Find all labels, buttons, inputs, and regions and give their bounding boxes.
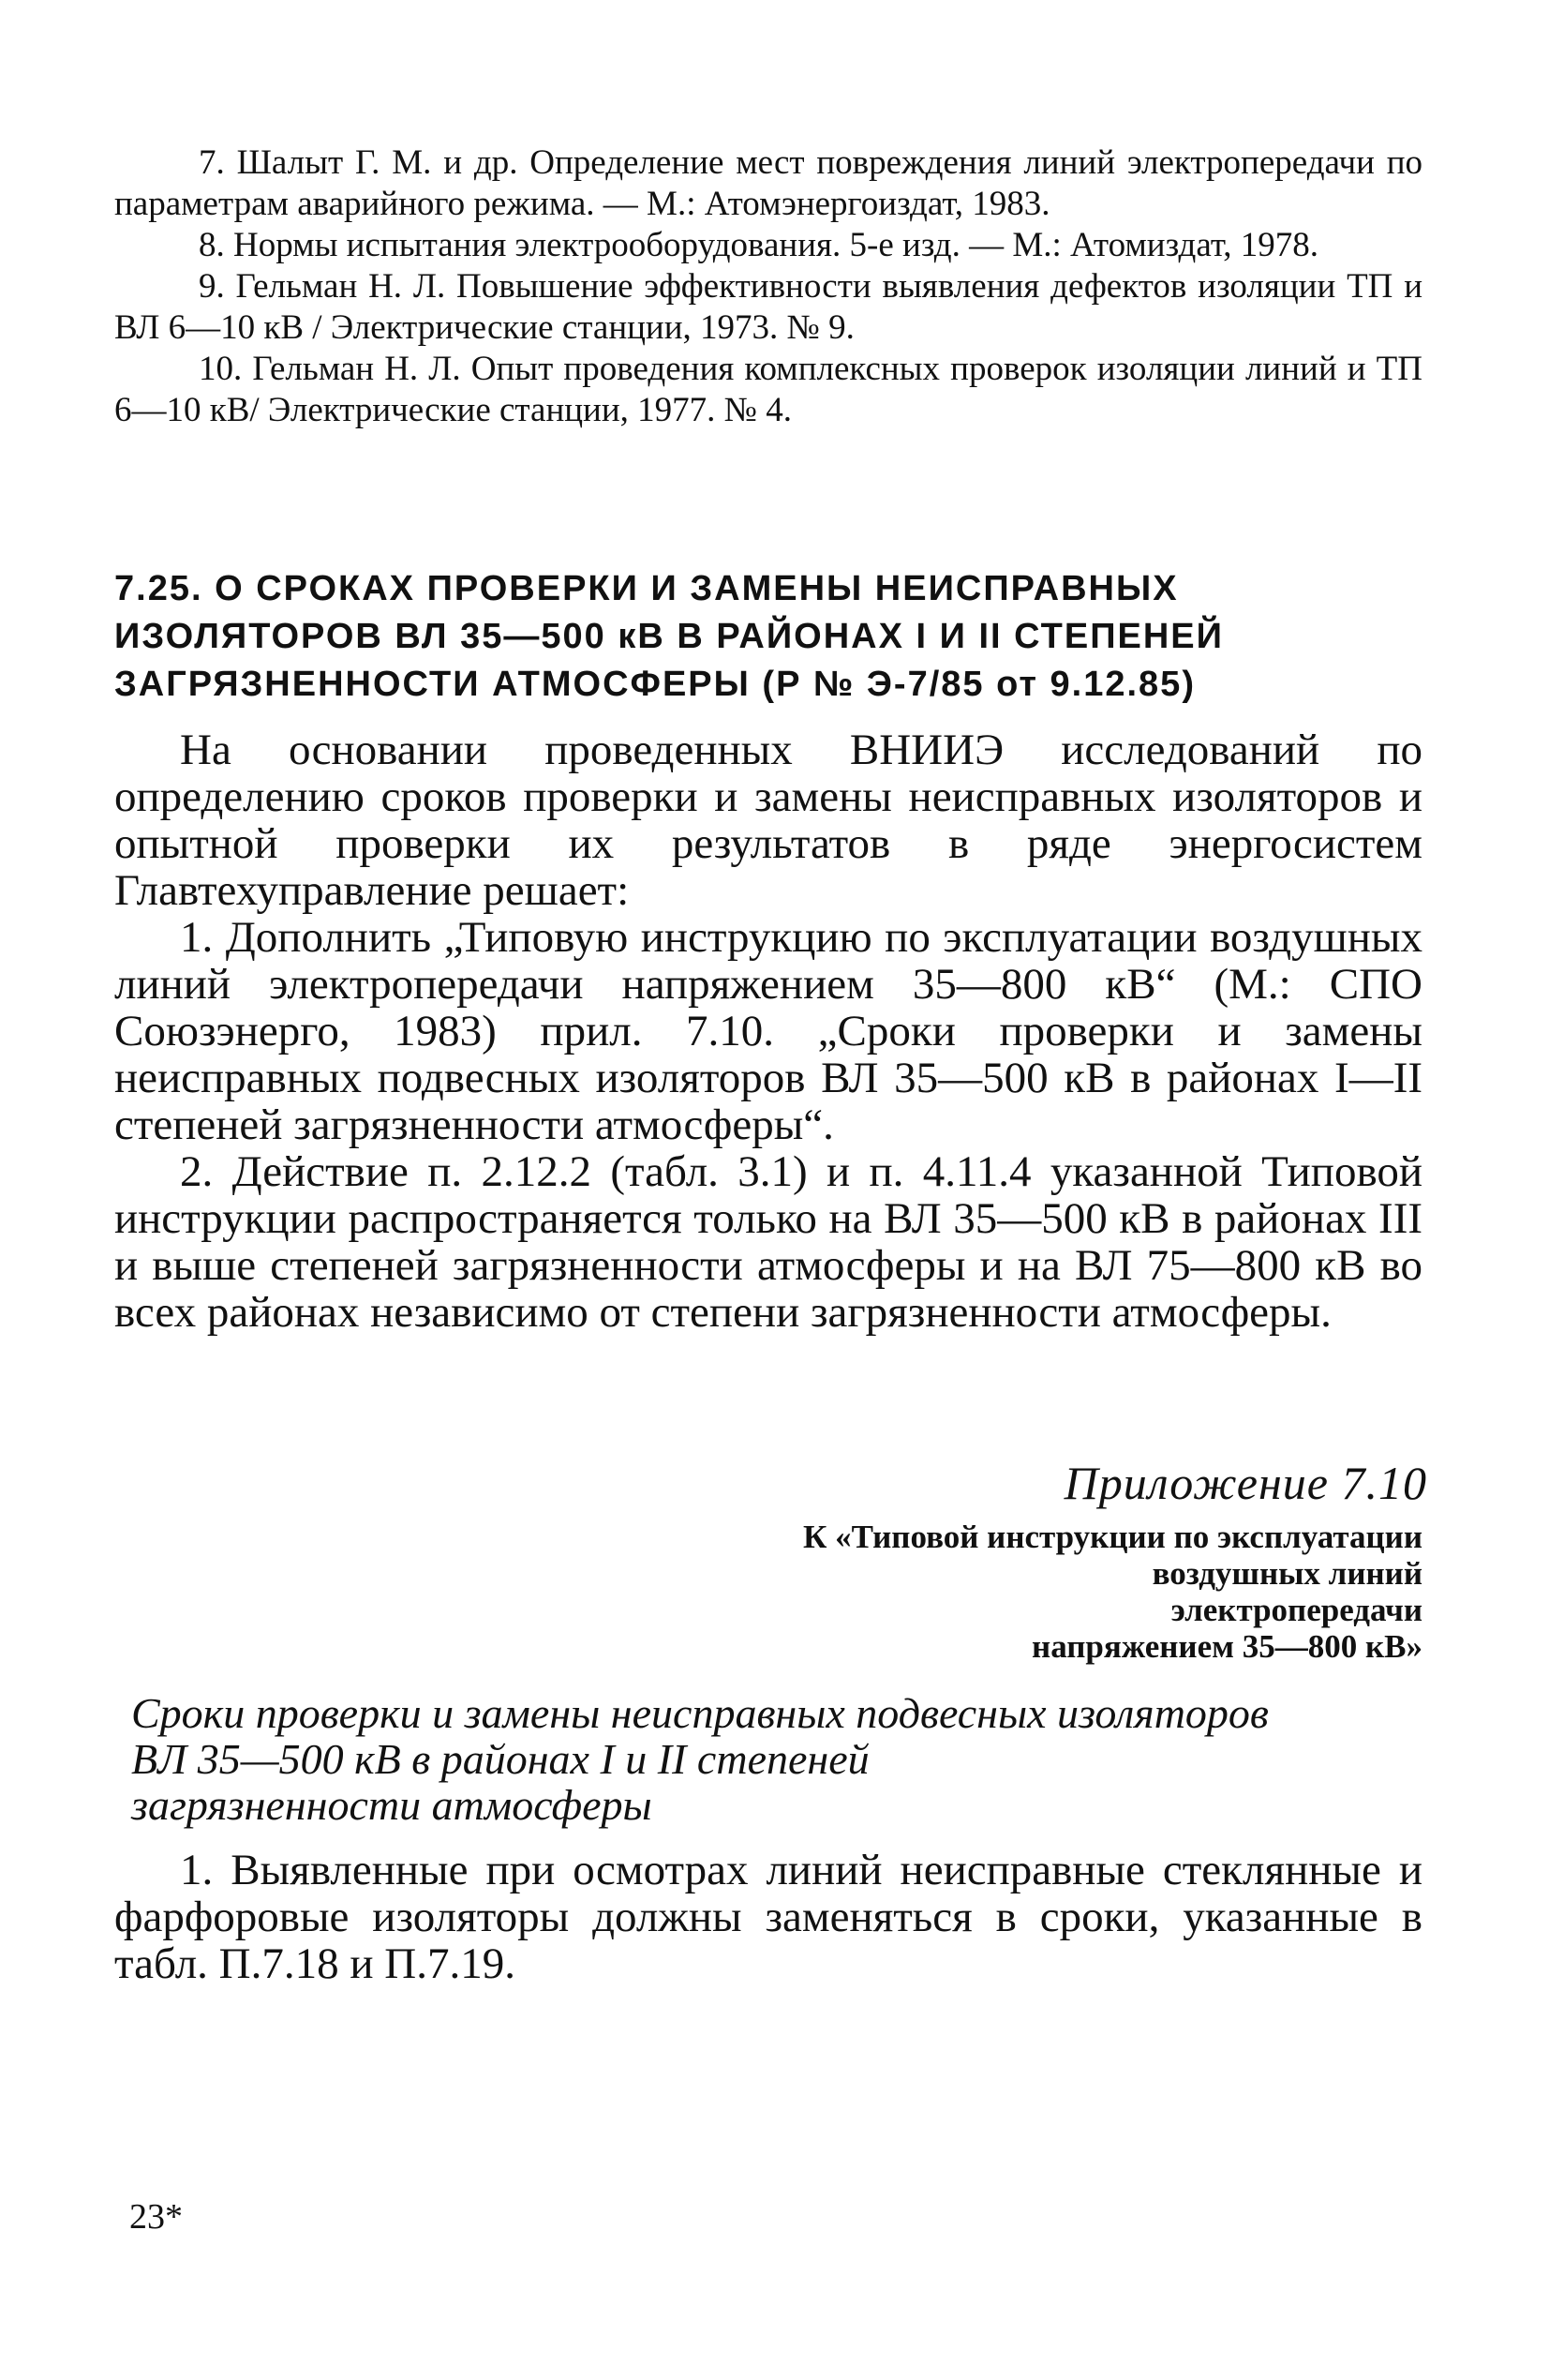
appendix-reference xyxy=(710,1519,1422,1665)
reference-list xyxy=(114,142,1422,431)
appendix-title-line: Сроки проверки и замены неисправных подвесных изоляторов xyxy=(131,1689,1269,1737)
appendix-body xyxy=(114,1847,1422,1987)
appendix-title-line: загрязненности атмосферы xyxy=(131,1781,652,1829)
appendix-title-line: ВЛ 35—500 кВ в районах I и II степеней xyxy=(131,1735,870,1783)
reference-item: 9. Гельман Н. Л. Повышение эффективности выявления дефектов изоляции ТП и ВЛ 6—10 кВ / Электрические станции, 1973. № 9. xyxy=(114,267,1422,347)
reference-item: 7. Шалыт Г. М. и др. Определение мест повреждения линий электропередачи по параметрам аварийного режима. — М.: Атомэнергоиздат, 1983. xyxy=(114,143,1422,223)
section-paragraph: 1. Дополнить „Типовую инструкцию по эксплуатации воздушных линий электропередачи напряжением 35—800 кВ“ (М.: СПО Союзэнерго, 1983) прил. 7.10. „Сроки проверки и замены неисправных подвесных изоляторов ВЛ 35—500 кВ в районах I—II степеней загрязненности атмосферы“. xyxy=(114,913,1422,1149)
appendix-paragraph: 1. Выявленные при осмотрах линий неисправные стеклянные и фарфоровые изоляторы должны заменяться в сроки, указанные в табл. П.7.18 и П.7.19. xyxy=(114,1846,1422,1988)
appendix-reference-line: К «Типовой инструкции по эксплуатации xyxy=(803,1519,1422,1555)
section-paragraph: 2. Действие п. 2.12.2 (табл. 3.1) и п. 4.11.4 указанной Типовой инструкции распространяется только на ВЛ 35—500 кВ в районах III и выше степеней загрязненности атмосферы и на ВЛ 75—800 кВ во всех районах независимо от степени загрязненности атмосферы. xyxy=(114,1147,1422,1337)
section-title: 7.25. О СРОКАХ ПРОВЕРКИ И ЗАМЕНЫ НЕИСПРАВНЫХ ИЗОЛЯТОРОВ ВЛ 35—500 кВ В РАЙОНАХ I И II СТЕПЕНЕЙ ЗАГРЯЗНЕННОСТИ АТМОСФЕРЫ (Р № Э-7/85 от 9.12.85) xyxy=(114,569,1224,704)
appendix-reference-line: воздушных линий xyxy=(1152,1555,1422,1592)
section-body xyxy=(114,726,1422,1336)
appendix-reference-line: напряжением 35—800 кВ» xyxy=(1032,1628,1422,1665)
appendix-title xyxy=(131,1690,1434,1828)
appendix-label: Приложение 7.10 xyxy=(1064,1457,1427,1509)
reference-item: 10. Гельман Н. Л. Опыт проведения комплексных проверок изоляции линий и ТП 6—10 кВ/ Электрические станции, 1977. № 4. xyxy=(114,350,1422,429)
section-paragraph: На основании проведенных ВНИИЭ исследований по определению сроков проверки и замены неисправных изоляторов и опытной проверки их результатов в ряде энергосистем Главтехуправление решает: xyxy=(114,726,1422,915)
reference-item: 8. Нормы испытания электрооборудования. 5-е изд. — М.: Атомиздат, 1978. xyxy=(199,226,1318,264)
page-number: 23* xyxy=(129,2197,183,2237)
appendix-reference-line: электропередачи xyxy=(1170,1592,1422,1628)
